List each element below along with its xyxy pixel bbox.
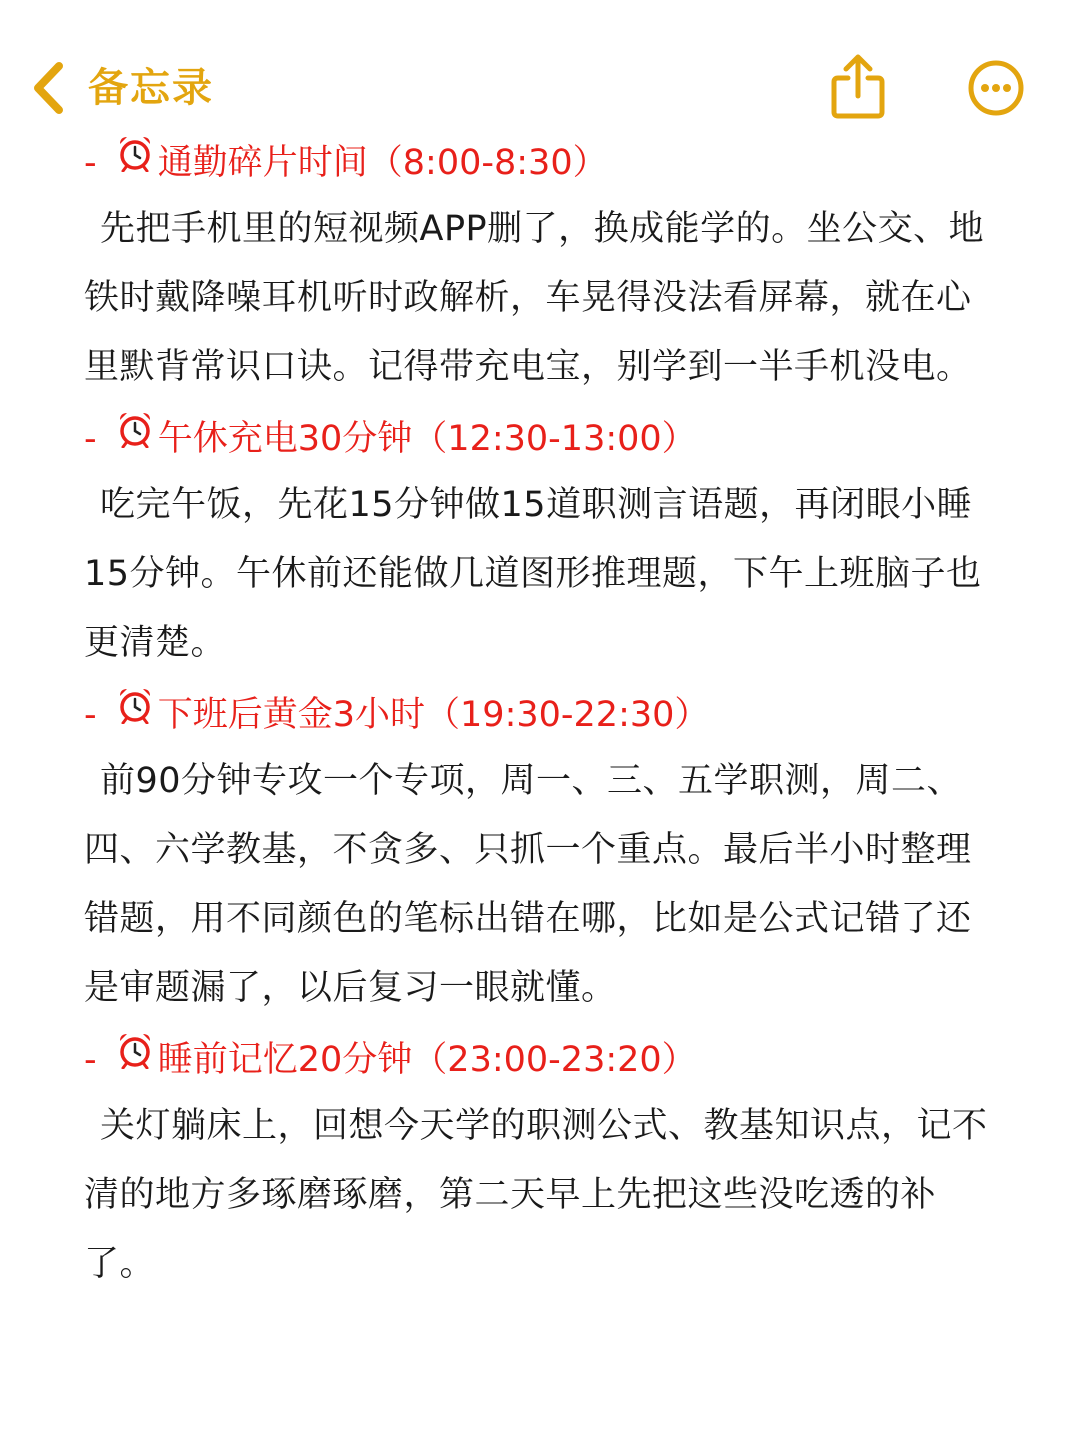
schedule-section bbox=[84, 132, 1004, 402]
alarm-clock-icon bbox=[116, 1027, 154, 1089]
section-body: 前90分钟专攻一个专项，周一、三、五学职测，周二、四、六学教基，不贪多、只抓一个重点。最后半小时整理错题，用不同颜色的笔标出错在哪，比如是公式记错了还是审题漏了，以后复习一眼就懂。 bbox=[84, 761, 972, 1008]
back-label: 备忘录 bbox=[88, 65, 214, 111]
section-body: 吃完午饭，先花15分钟做15道职测言语题，再闭眼小睡15分钟。午休前还能做几道图形推理题，下午上班脑子也更清楚。 bbox=[84, 485, 982, 663]
back-button[interactable] bbox=[28, 58, 214, 118]
section-title-text: 午休充电30分钟（12:30-13:00） bbox=[157, 419, 697, 459]
section-title bbox=[84, 132, 1004, 195]
schedule-section bbox=[84, 684, 1004, 1023]
schedule-section bbox=[84, 1029, 1004, 1299]
section-prefix: - bbox=[84, 419, 108, 459]
section-title bbox=[84, 408, 1004, 471]
schedule-section bbox=[84, 408, 1004, 678]
section-title bbox=[84, 1029, 1004, 1092]
section-title bbox=[84, 684, 1004, 747]
section-title-text: 睡前记忆20分钟（23:00-23:20） bbox=[157, 1040, 697, 1080]
share-button[interactable] bbox=[826, 52, 890, 122]
more-icon bbox=[966, 58, 1026, 118]
more-options-button[interactable] bbox=[966, 58, 1026, 118]
section-title-text: 下班后黄金3小时（19:30-22:30） bbox=[157, 695, 710, 735]
alarm-clock-icon bbox=[116, 406, 154, 468]
navigation-bar bbox=[0, 0, 1080, 130]
note-content[interactable] bbox=[84, 132, 1004, 1305]
share-icon bbox=[826, 52, 890, 122]
section-prefix: - bbox=[84, 695, 108, 735]
section-prefix: - bbox=[84, 143, 108, 183]
section-title-text: 通勤碎片时间（8:00-8:30） bbox=[157, 143, 608, 183]
alarm-clock-icon bbox=[116, 682, 154, 744]
section-body: 关灯躺床上，回想今天学的职测公式、教基知识点，记不清的地方多琢磨琢磨，第二天早上先把这些没吃透的补了。 bbox=[84, 1106, 988, 1284]
alarm-clock-icon bbox=[116, 130, 154, 192]
section-body: 先把手机里的短视频APP删了，换成能学的。坐公交、地铁时戴降噪耳机听时政解析，车晃得没法看屏幕，就在心里默背常识口诀。记得带充电宝，别学到一半手机没电。 bbox=[84, 209, 985, 387]
section-prefix: - bbox=[84, 1040, 108, 1080]
chevron-left-icon bbox=[28, 58, 68, 118]
